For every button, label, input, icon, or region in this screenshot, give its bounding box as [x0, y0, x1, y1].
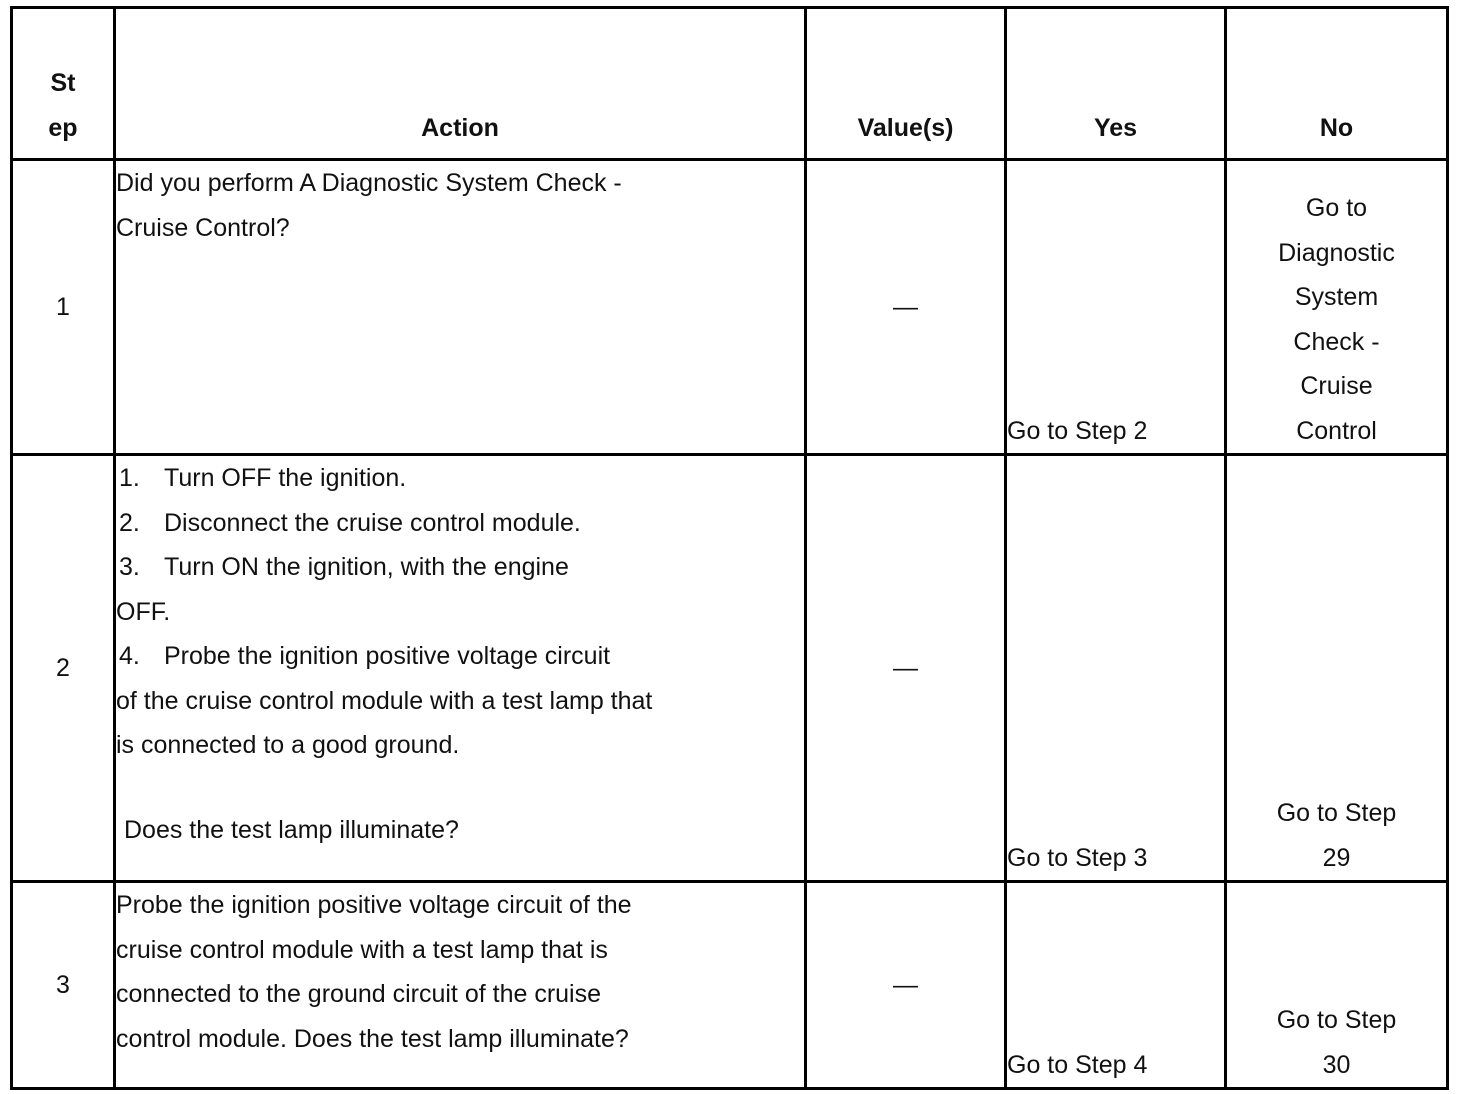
list-item-number: 3. [119, 553, 140, 581]
table-row [12, 160, 1448, 455]
yes-cell: Go to Step 2 [1006, 160, 1226, 455]
header-action: Action [115, 8, 806, 160]
yes-cell: Go to Step 3 [1006, 455, 1226, 882]
yes-cell: Go to Step 4 [1006, 882, 1226, 1089]
list-item-number: 4. [119, 642, 140, 670]
list-item-continuation: OFF. [116, 597, 171, 626]
header-step [12, 8, 115, 160]
list-item-continuation: of the cruise control module with a test lamp that [116, 686, 653, 715]
list-item [116, 545, 804, 590]
diagnostic-table [10, 6, 1449, 1090]
header-row [12, 8, 1448, 160]
step-number: 1 [12, 160, 115, 455]
action-cell [115, 160, 806, 455]
list-item [116, 634, 804, 679]
list-item-text: Turn OFF the ignition. [164, 464, 407, 492]
table-row [12, 455, 1448, 882]
action-line: Probe the ignition positive voltage circuit of the [116, 891, 632, 919]
no-cell-text: Go to Diagnostic System Check - Cruise Control [1278, 194, 1395, 445]
header-step-text: St ep [48, 69, 78, 142]
step-number: 2 [12, 455, 115, 882]
action-cell [115, 455, 806, 882]
list-item [116, 456, 804, 501]
action-cell [115, 882, 806, 1089]
step-number: 3 [12, 882, 115, 1089]
question-text: Does the test lamp illuminate? [124, 815, 459, 844]
header-yes: Yes [1006, 8, 1226, 160]
list-item-continuation: is connected to a good ground. [116, 731, 460, 759]
action-line: Did you perform A Diagnostic System Check - [116, 169, 622, 197]
no-cell [1226, 882, 1448, 1089]
value-cell: — [806, 455, 1006, 882]
header-no: No [1226, 8, 1448, 160]
value-cell: — [806, 882, 1006, 1089]
table-row [12, 882, 1448, 1089]
list-item-number: 2. [119, 508, 140, 537]
list-item-text: Disconnect the cruise control module. [164, 508, 581, 537]
list-item-number: 1. [119, 464, 140, 492]
list-item [116, 501, 804, 546]
no-cell-text: Go to Step 29 [1276, 799, 1397, 872]
no-cell-text: Go to Step 30 [1276, 1006, 1397, 1079]
no-cell [1226, 455, 1448, 882]
list-item-text: Turn ON the ignition, with the engine [164, 553, 569, 581]
action-line: cruise control module with a test lamp that is [116, 935, 608, 964]
value-cell: — [806, 160, 1006, 455]
header-values: Value(s) [806, 8, 1006, 160]
list-item-text: Probe the ignition positive voltage circuit [164, 642, 611, 670]
no-cell [1226, 160, 1448, 455]
action-line: connected to the ground circuit of the cruise [116, 980, 602, 1008]
action-line: Cruise Control? [116, 213, 290, 242]
spacer [116, 768, 804, 808]
action-line: control module. Does the test lamp illuminate? [116, 1024, 629, 1053]
